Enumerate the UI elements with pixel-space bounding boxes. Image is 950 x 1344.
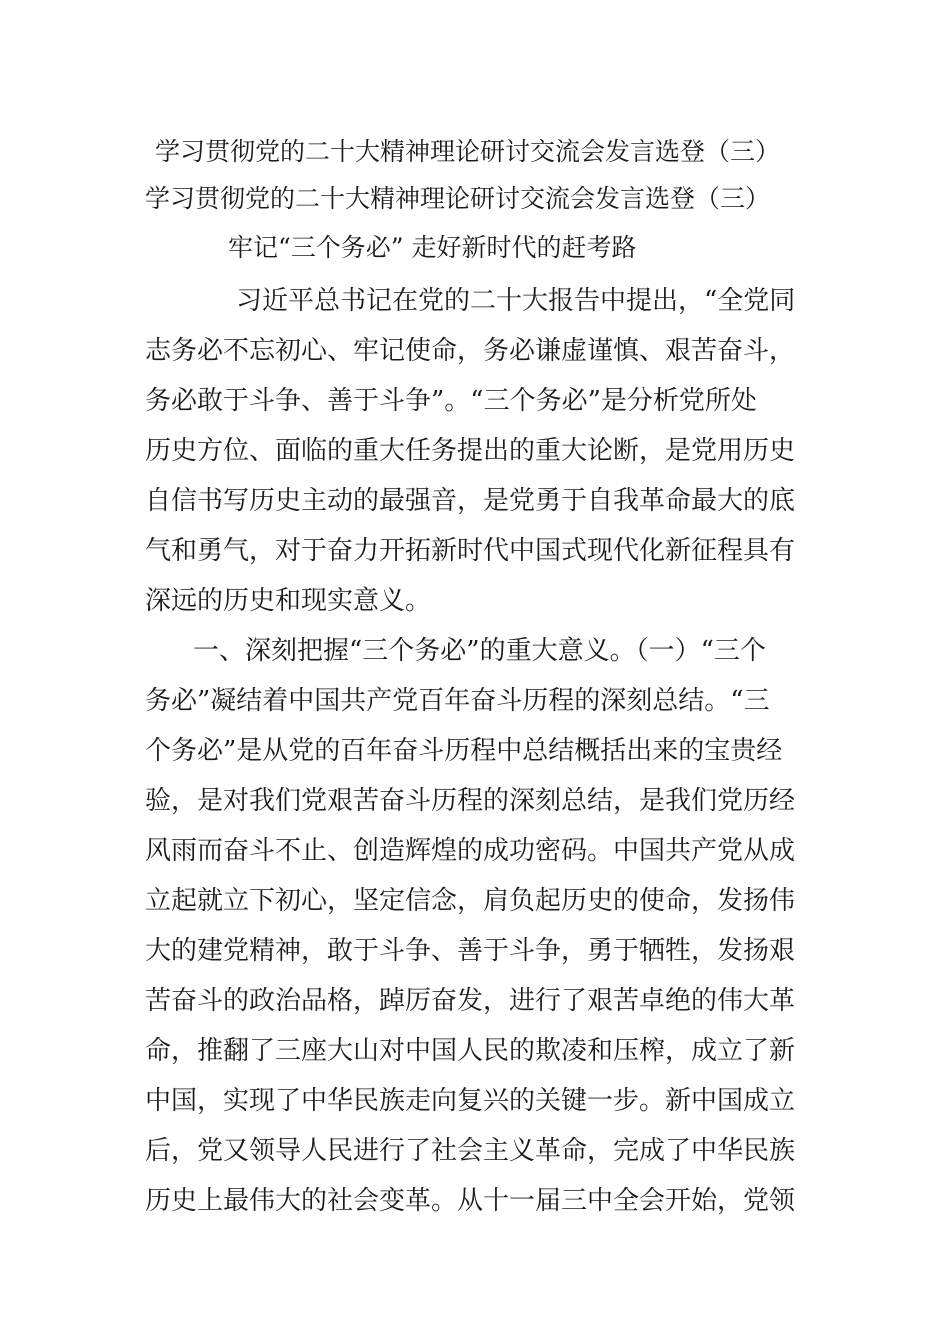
body-line-19: 历史上最伟大的社会变革。从十一届三中全会开始，党领: [145, 1186, 796, 1216]
body-line-10: 个务必”是从党的百年奋斗历程中总结概括出来的宝贵经: [145, 736, 783, 766]
document-title-line-1: 学习贯彻党的二十大精神理论研讨交流会发言选登（三）: [155, 137, 781, 166]
body-line-18: 后，党又领导人民进行了社会主义革命，完成了中华民族: [145, 1136, 796, 1166]
body-line-7: 深远的历史和现实意义。: [145, 586, 432, 616]
body-line-9: 务必”凝结着中国共产党百年奋斗历程的深刻总结。“三: [145, 686, 770, 716]
document-title-line-2: 学习贯彻党的二十大精神理论研讨交流会发言选登（三）: [145, 184, 771, 213]
body-line-3: 务必敢于斗争、善于斗争”。“三个务必”是分析党所处: [145, 386, 757, 416]
body-line-13: 立起就立下初心，坚定信念，肩负起历史的使命，发扬伟: [145, 886, 796, 916]
body-line-8: 一、深刻把握“三个务必”的重大意义。（一）“三个: [193, 636, 766, 666]
body-line-17: 中国，实现了中华民族走向复兴的关键一步。新中国成立: [145, 1086, 796, 1116]
body-line-11: 验，是对我们党艰苦奋斗历程的深刻总结，是我们党历经: [145, 786, 796, 816]
body-line-1: 习近平总书记在党的二十大报告中提出，“全党同: [236, 286, 796, 316]
body-line-4: 历史方位、面临的重大任务提出的重大论断，是党用历史: [145, 436, 796, 466]
body-line-14: 大的建党精神，敢于斗争、善于斗争，勇于牺牲，发扬艰: [145, 936, 796, 966]
body-line-6: 气和勇气，对于奋力开拓新时代中国式现代化新征程具有: [145, 536, 796, 566]
body-line-12: 风雨而奋斗不止、创造辉煌的成功密码。中国共产党从成: [145, 836, 796, 866]
body-line-5: 自信书写历史主动的最强音，是党勇于自我革命最大的底: [145, 486, 796, 516]
body-line-15: 苦奋斗的政治品格，踔厉奋发，进行了艰苦卓绝的伟大革: [145, 986, 796, 1016]
body-line-16: 命，推翻了三座大山对中国人民的欺凌和压榨，成立了新: [145, 1036, 796, 1066]
body-line-2: 志务必不忘初心、牢记使命，务必谦虚谨慎、艰苦奋斗，: [145, 336, 796, 366]
document-subtitle: 牢记“三个务必” 走好新时代的赶考路: [228, 233, 637, 262]
